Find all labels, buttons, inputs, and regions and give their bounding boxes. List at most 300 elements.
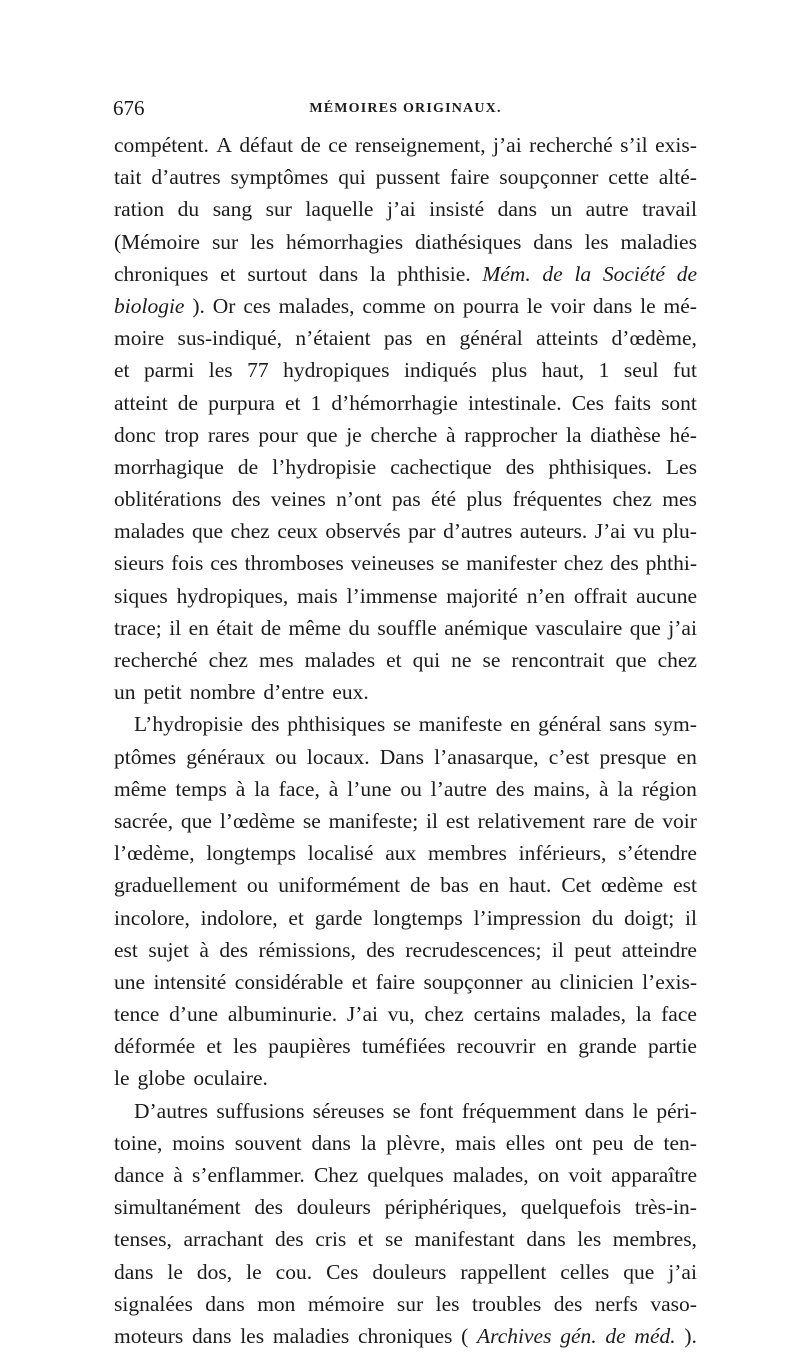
- word: sacrée,: [114, 808, 174, 833]
- word: dans: [592, 293, 633, 318]
- word: en: [478, 873, 500, 898]
- word: sur: [265, 197, 292, 222]
- word: région: [641, 776, 697, 801]
- word: hydropiques: [283, 358, 390, 383]
- word: autre: [585, 197, 629, 222]
- word: nombre: [189, 680, 256, 705]
- word: est: [114, 937, 138, 962]
- text-line: [114, 290, 697, 322]
- word: douleurs: [372, 1259, 447, 1284]
- word: atteindre: [621, 937, 697, 962]
- word: malades: [114, 519, 185, 544]
- word: plu-: [662, 519, 697, 544]
- word: fois: [171, 551, 204, 576]
- word: le: [114, 1066, 130, 1091]
- word: le: [632, 1098, 649, 1123]
- page-header: [113, 96, 698, 124]
- word: paupières: [268, 1034, 351, 1059]
- word: membres,: [612, 1227, 697, 1252]
- word: il: [551, 937, 564, 962]
- word: dos,: [196, 1259, 233, 1284]
- word: ).: [192, 293, 205, 318]
- word: chroniques: [114, 261, 209, 286]
- word: mémoire: [307, 1291, 385, 1316]
- word: uniformément: [278, 873, 401, 898]
- word: face,: [278, 776, 320, 801]
- text-line: [114, 515, 697, 547]
- word: des: [231, 487, 261, 512]
- word: du: [177, 197, 200, 222]
- word: le: [640, 293, 656, 318]
- word: quelquefois: [520, 1195, 622, 1220]
- word: à: [235, 776, 246, 801]
- word: dans: [114, 1259, 154, 1284]
- word: presque: [599, 744, 667, 769]
- word: d’autres: [151, 165, 221, 190]
- word: Les: [665, 454, 697, 479]
- word: purpura: [208, 390, 275, 415]
- word: incolore,: [114, 905, 190, 930]
- word: dans: [497, 197, 538, 222]
- word: déformée: [114, 1034, 196, 1059]
- word: c’est: [548, 744, 590, 769]
- word: oblitérations: [114, 487, 222, 512]
- word: recouvrir: [456, 1034, 536, 1059]
- word: phthisiques.: [548, 454, 652, 479]
- word: vu: [633, 519, 655, 544]
- word: même: [114, 776, 167, 801]
- word: inférieurs,: [518, 841, 607, 866]
- word: j’ai: [387, 197, 416, 222]
- word: ou: [400, 776, 422, 801]
- word: ration: [114, 197, 165, 222]
- word: peu: [592, 1130, 624, 1155]
- word: 77: [247, 358, 269, 383]
- word: d’entre: [263, 680, 325, 705]
- word: ont: [555, 1130, 583, 1155]
- word: et: [357, 1227, 374, 1252]
- word: la: [574, 261, 592, 286]
- word: Société: [602, 261, 665, 286]
- word: indolore,: [200, 905, 278, 930]
- word: plus: [491, 358, 528, 383]
- word: de: [237, 454, 259, 479]
- word: ces: [210, 551, 238, 576]
- text-line: [114, 966, 697, 998]
- word: arrachant: [183, 1227, 264, 1252]
- word: sang: [212, 197, 253, 222]
- word: ptômes: [114, 744, 177, 769]
- word: il: [169, 615, 182, 640]
- word: pas: [383, 326, 413, 351]
- word: se: [302, 808, 321, 833]
- word: l’autre: [430, 776, 487, 801]
- word: globe: [137, 1066, 186, 1091]
- word: peut: [574, 937, 612, 962]
- word: grande: [578, 1034, 637, 1059]
- word: à: [173, 1163, 183, 1187]
- word: soupçonner: [423, 969, 523, 994]
- word: très-in-: [634, 1195, 697, 1220]
- word: simultanément: [114, 1195, 241, 1220]
- word: fut: [673, 358, 697, 383]
- word: gén.: [560, 1323, 597, 1348]
- word: dans: [533, 229, 573, 254]
- word: péri-: [656, 1098, 697, 1123]
- text-line: [114, 451, 697, 483]
- word: et: [285, 390, 301, 415]
- word: donc: [114, 422, 156, 447]
- word: garde: [314, 905, 363, 930]
- word: cherche: [370, 422, 438, 447]
- word: Ces: [326, 1259, 359, 1284]
- word: j’ai: [668, 615, 697, 640]
- word: atteints: [536, 326, 599, 351]
- word: des: [553, 1291, 583, 1316]
- word: rappellent: [460, 1259, 547, 1284]
- word: vu,: [387, 1002, 415, 1027]
- word: général: [538, 712, 602, 737]
- word: mais: [297, 583, 338, 608]
- text-line: [114, 869, 697, 901]
- word: laquelle: [305, 197, 374, 222]
- word: ou: [275, 744, 297, 769]
- word: d’œdème,: [611, 326, 697, 351]
- word: chez: [612, 487, 652, 512]
- text-line: [114, 419, 697, 451]
- text-line: [114, 741, 697, 773]
- word: fréquentes: [512, 487, 603, 512]
- word: vaso-: [650, 1291, 697, 1316]
- word: apparaître: [611, 1163, 697, 1187]
- word: veineuses: [350, 551, 435, 576]
- word: plèvre,: [386, 1130, 446, 1155]
- word: trop: [164, 422, 200, 447]
- word: troubles: [471, 1291, 542, 1316]
- word: maladies: [620, 229, 697, 254]
- word: anémique: [444, 615, 528, 640]
- word: sont: [661, 390, 697, 415]
- word: graduellement: [114, 873, 237, 898]
- word: offrait: [573, 583, 628, 608]
- word: thromboses: [244, 551, 344, 576]
- word: partie: [648, 1034, 697, 1059]
- word: petit: [143, 680, 182, 705]
- word: voir: [550, 293, 585, 318]
- text-line: [114, 580, 697, 612]
- word: la: [635, 1002, 652, 1027]
- word: tenses,: [114, 1227, 172, 1252]
- word: manifeste: [418, 712, 503, 737]
- word: ou: [246, 873, 269, 898]
- word: s’étendre: [618, 841, 697, 866]
- word: il: [685, 905, 697, 930]
- word: comme: [362, 293, 426, 318]
- word: Dans: [379, 744, 424, 769]
- word: Cet: [561, 873, 592, 898]
- word: elles: [505, 1130, 546, 1155]
- word: de: [633, 1130, 654, 1155]
- word: les: [250, 229, 275, 254]
- text-line: [114, 1095, 697, 1127]
- word: rare: [592, 808, 627, 833]
- word: que: [180, 808, 212, 833]
- word: même: [288, 615, 342, 640]
- word: sur: [211, 229, 239, 254]
- word: en: [188, 615, 209, 640]
- word: Or: [212, 293, 236, 318]
- word: font: [418, 1098, 454, 1123]
- word: moire: [114, 326, 165, 351]
- word: sieurs: [114, 551, 165, 576]
- word: la: [360, 1130, 377, 1155]
- word: biologie: [114, 293, 185, 318]
- word: l’une: [347, 776, 392, 801]
- word: des: [505, 454, 535, 479]
- word: phthisiques: [287, 712, 386, 737]
- word: signalées: [114, 1291, 193, 1316]
- word: eux.: [332, 680, 369, 705]
- word: moins: [172, 1130, 225, 1155]
- text-line: [114, 934, 697, 966]
- word: cachectique: [390, 454, 492, 479]
- word: siques: [114, 583, 168, 608]
- word: défaut: [239, 133, 294, 157]
- word: en: [546, 1034, 568, 1059]
- word: se: [482, 648, 501, 672]
- text-line: [114, 1062, 697, 1094]
- word: mains,: [533, 776, 591, 801]
- word: sus-indiqué,: [177, 326, 282, 351]
- word: alté-: [658, 165, 697, 190]
- word: du: [348, 615, 370, 640]
- word: albuminurie.: [227, 1002, 338, 1027]
- word: parmi: [144, 358, 195, 383]
- word: dans: [584, 1098, 625, 1123]
- word: toine,: [114, 1130, 163, 1155]
- word: est: [445, 808, 470, 833]
- word: cette: [608, 165, 649, 190]
- text-line: [114, 547, 697, 579]
- word: oculaire.: [193, 1066, 268, 1091]
- word: membres: [428, 841, 507, 866]
- word: ceux: [277, 519, 318, 544]
- word: les: [208, 358, 233, 383]
- word: des: [366, 937, 395, 962]
- word: considérable: [234, 969, 344, 994]
- word: compétent.: [114, 133, 209, 157]
- word: le: [246, 1259, 262, 1284]
- word: rémissions,: [258, 937, 356, 962]
- word: localisé: [307, 841, 374, 866]
- word: atteint: [114, 390, 168, 415]
- word: séreuses: [312, 1098, 385, 1123]
- word: hydropiques,: [176, 583, 289, 608]
- word: l’anasarque,: [434, 744, 539, 769]
- word: L’hydropisie: [134, 712, 244, 737]
- word: pussent: [375, 165, 441, 190]
- word: locaux.: [306, 744, 370, 769]
- text-line: [114, 387, 697, 419]
- word: généraux: [186, 744, 266, 769]
- text-line: [114, 1320, 697, 1352]
- word: D’autres: [134, 1098, 209, 1123]
- word: dans: [318, 261, 359, 286]
- word: surtout: [247, 261, 308, 286]
- word: Mém.: [482, 261, 531, 286]
- word: voir: [662, 808, 697, 833]
- word: chez: [208, 648, 248, 672]
- text-line: [114, 837, 697, 869]
- word: et: [206, 1034, 222, 1059]
- word: chez: [230, 519, 270, 544]
- word: renseignement,: [354, 133, 486, 157]
- word: faire: [450, 165, 490, 190]
- word: de: [410, 873, 431, 898]
- word: l’œdème,: [114, 841, 195, 866]
- text-line: [114, 483, 697, 515]
- word: sujet: [148, 937, 189, 962]
- word: phthisie.: [397, 261, 471, 286]
- word: longtemps: [206, 841, 296, 866]
- word: pas: [391, 487, 421, 512]
- word: manifester: [466, 551, 557, 576]
- word: cou.: [275, 1259, 313, 1284]
- word: fréquemment: [461, 1098, 577, 1123]
- word: ne: [451, 648, 472, 672]
- word: ces: [243, 293, 271, 318]
- word: des: [254, 1195, 284, 1220]
- word: longtemps: [373, 905, 463, 930]
- word: plus: [466, 487, 503, 512]
- word: mes: [258, 648, 294, 672]
- word: malades,: [452, 1163, 529, 1187]
- word: haut,: [541, 358, 585, 383]
- word: de: [676, 261, 697, 286]
- word: d’autres: [443, 519, 513, 544]
- word: dans: [205, 1291, 245, 1316]
- word: du: [591, 905, 614, 930]
- word: J’ai: [594, 519, 626, 544]
- word: à: [599, 776, 609, 801]
- word: exis-: [655, 133, 697, 157]
- word: aucune: [636, 583, 697, 608]
- word: tait: [114, 165, 142, 190]
- word: trace;: [114, 615, 162, 640]
- running-title: MÉMOIRES ORIGINAUX.: [309, 101, 502, 116]
- word: hé-: [669, 422, 697, 447]
- word: vasculaire: [535, 615, 623, 640]
- word: rapprocher: [464, 422, 558, 447]
- word: (Mémoire: [114, 229, 200, 254]
- word: symptômes: [230, 165, 329, 190]
- text-line: [114, 193, 697, 225]
- body-text: [114, 129, 697, 1352]
- word: un: [114, 680, 136, 705]
- word: est: [673, 873, 697, 898]
- word: œdème: [601, 873, 664, 898]
- text-line: [114, 161, 697, 193]
- word: tuméfiées: [361, 1034, 446, 1059]
- word: observés: [325, 519, 401, 544]
- word: chez: [424, 1002, 464, 1027]
- word: on: [537, 1163, 560, 1187]
- word: souffle: [377, 615, 437, 640]
- word: manifestant: [414, 1227, 515, 1252]
- word: voit: [568, 1163, 602, 1187]
- word: la: [254, 776, 270, 801]
- text-line: [114, 1191, 697, 1223]
- word: malades: [304, 648, 376, 672]
- word: et: [386, 648, 402, 672]
- word: faits: [614, 390, 652, 415]
- word: 1: [310, 390, 322, 415]
- word: seul: [623, 358, 659, 383]
- word: majorité: [446, 583, 518, 608]
- word: à: [445, 422, 456, 447]
- word: ce: [328, 133, 348, 157]
- word: sans: [609, 712, 647, 737]
- word: malades,: [550, 1002, 627, 1027]
- word: dans: [192, 1323, 232, 1348]
- word: sur: [396, 1291, 424, 1316]
- word: celles: [560, 1259, 610, 1284]
- word: auteurs.: [519, 519, 588, 544]
- word: de: [634, 808, 655, 833]
- word: été: [430, 487, 457, 512]
- word: mon: [257, 1291, 296, 1316]
- text-line: [114, 1256, 697, 1288]
- text-line: [114, 998, 697, 1030]
- word: des: [219, 937, 249, 962]
- word: périphériques,: [384, 1195, 507, 1220]
- word: de: [300, 133, 321, 157]
- word: méd.: [634, 1323, 676, 1348]
- word: la: [566, 422, 582, 447]
- word: qui: [412, 648, 441, 672]
- word: en: [676, 744, 697, 769]
- word: se: [384, 1227, 403, 1252]
- word: moteurs: [114, 1323, 184, 1348]
- word: veines: [270, 487, 326, 512]
- word: Archives: [477, 1323, 552, 1348]
- word: un: [550, 197, 573, 222]
- word: mé-: [663, 293, 697, 318]
- word: l’immense: [346, 583, 438, 608]
- word: diathésiques: [415, 229, 522, 254]
- word: se: [392, 1098, 411, 1123]
- word: la: [369, 261, 386, 286]
- text-line: [114, 1127, 697, 1159]
- word: faire: [375, 969, 416, 994]
- word: pour: [258, 422, 298, 447]
- word: il: [426, 808, 438, 833]
- text-line: [114, 322, 697, 354]
- word: recherché: [114, 648, 198, 672]
- word: phthi-: [645, 551, 697, 576]
- word: que: [306, 422, 338, 447]
- word: recrudescences;: [405, 937, 542, 962]
- word: en: [425, 326, 447, 351]
- word: général: [459, 326, 523, 351]
- word: tence: [114, 1002, 160, 1027]
- text-line: [114, 805, 697, 837]
- word: des: [610, 551, 639, 576]
- word: en: [510, 712, 531, 737]
- word: Chez: [313, 1163, 359, 1187]
- word: que: [615, 648, 647, 672]
- word: se: [393, 712, 411, 737]
